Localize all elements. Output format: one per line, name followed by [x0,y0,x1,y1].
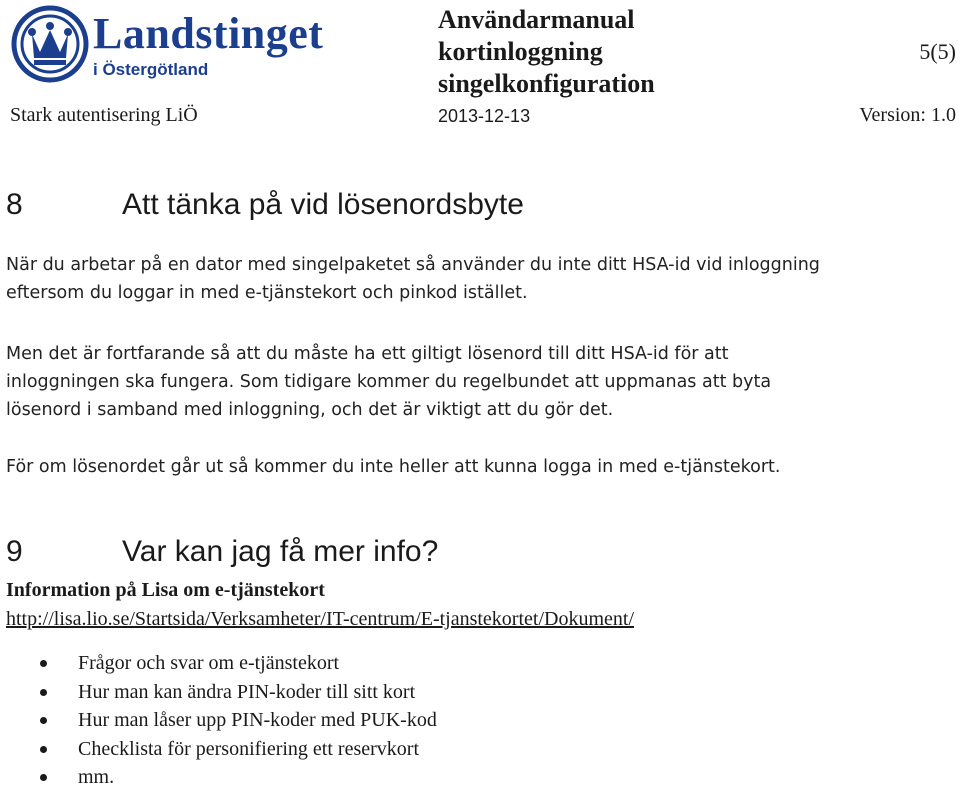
logo-subname: i Östergötland [93,60,209,79]
paragraph-line: eftersom du loggar in med e-tjänstekort och pinkod istället. [6,283,528,303]
list-item [40,706,437,735]
bullet-icon [40,660,47,667]
paragraph [6,251,820,307]
section-8-title: Att tänka på vid lösenordsbyte [122,188,524,221]
section-8-number: 8 [6,188,23,221]
project-name: Stark autentisering LiÖ [10,104,198,126]
list-item [40,678,437,707]
bullet-icon [40,746,47,753]
paragraph-line: inloggningen ska fungera. Som tidigare kommer du regelbundet att uppmanas att byta [6,372,772,392]
document-title-line: Användarmanual [438,5,635,34]
section-9-number: 9 [6,535,23,568]
info-bullet-list [40,649,437,792]
list-item-text: mm. [78,766,115,788]
crown-emblem-icon [10,4,96,84]
lisa-link[interactable]: http://lisa.lio.se/Startsida/Verksamheter/IT-centrum/E-tjanstekortet/Dokument/ [6,608,635,630]
paragraph-line: För om lösenordet går ut så kommer du inte heller att kunna logga in med e-tjänstekort. [6,457,781,477]
info-subheading: Information på Lisa om e-tjänstekort [6,579,325,601]
paragraph-line: När du arbetar på en dator med singelpaketet så använder du inte ditt HSA-id vid inloggning [6,255,820,275]
list-item-text: Checklista för personifiering ett reservkort [78,737,419,760]
list-item [40,763,437,792]
document-title-line: kortinloggning [438,37,603,66]
paragraph-line: lösenord i samband med inloggning, och det är viktigt att du gör det. [6,400,614,420]
bullet-icon [40,717,47,724]
list-item [40,649,437,678]
document-title-line: singelkonfiguration [438,69,655,98]
logo-name: Landstinget [93,9,324,58]
page-number: 5(5) [919,39,956,64]
list-item [40,735,437,764]
list-item-text: Frågor och svar om e-tjänstekort [78,652,340,674]
document-title [438,4,655,100]
bullet-icon [40,774,47,781]
list-item-text: Hur man kan ändra PIN-koder till sitt kort [78,680,416,703]
list-item-text: Hur man låser upp PIN-koder med PUK-kod [78,709,437,731]
section-9-title: Var kan jag få mer info? [122,535,439,568]
paragraph-line: Men det är fortfarande så att du måste ha ett giltigt lösenord till ditt HSA-id för att [6,344,729,364]
paragraph [6,340,771,424]
paragraph [6,453,780,481]
document-version: Version: 1.0 [859,104,956,126]
document-date: 2013-12-13 [438,106,531,126]
bullet-icon [40,689,47,696]
